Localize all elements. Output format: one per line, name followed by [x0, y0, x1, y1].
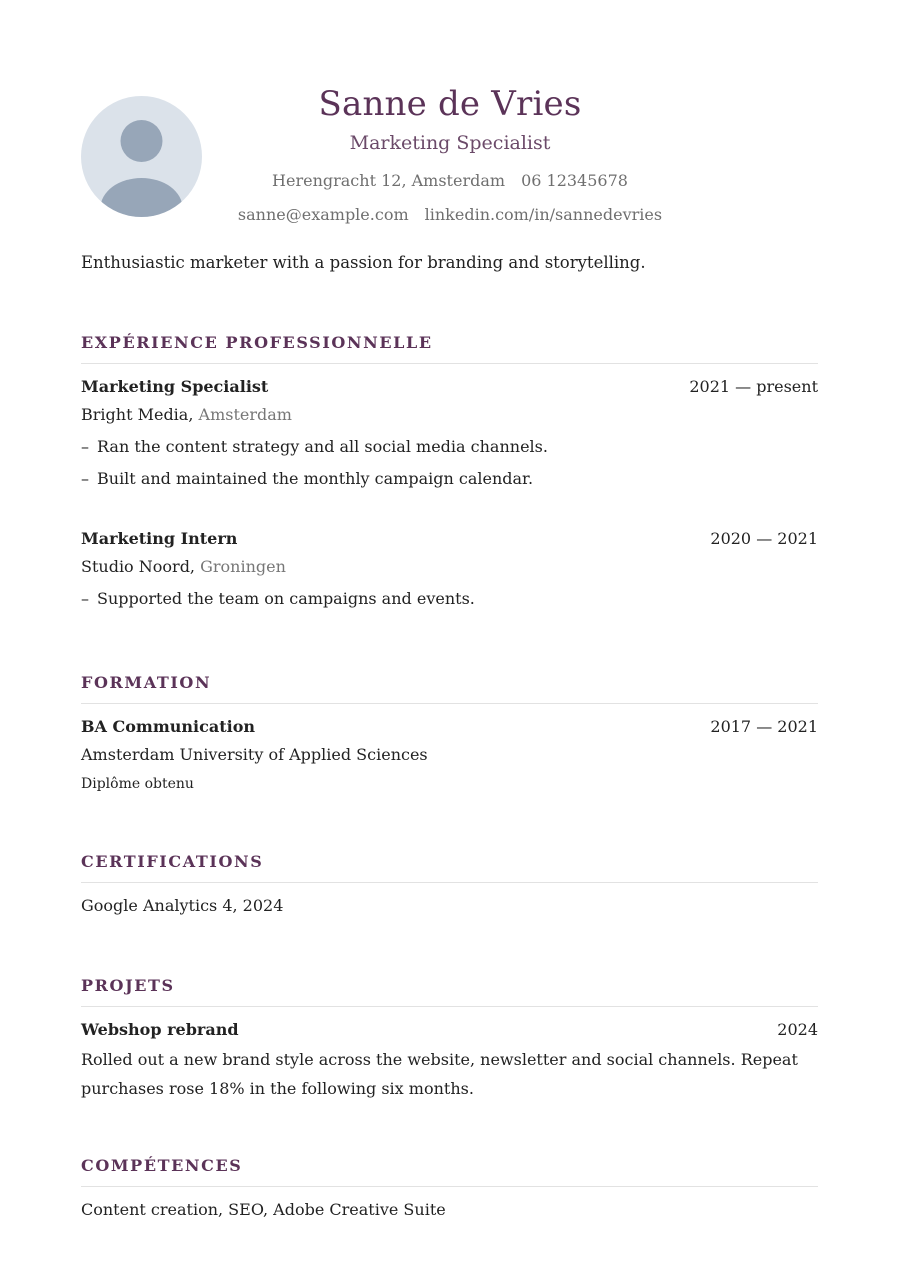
job-title: Marketing Specialist [81, 377, 269, 396]
contact-line-1 [200, 170, 700, 192]
projects-section [81, 975, 818, 1103]
resume-header [200, 84, 700, 226]
project-name: Webshop rebrand [81, 1020, 239, 1039]
project-entry [81, 1019, 818, 1041]
section-title-skills: COMPÉTENCES [81, 1155, 818, 1187]
company-location: Amsterdam [198, 405, 292, 424]
candidate-name: Sanne de Vries [318, 84, 582, 124]
address: Herengracht 12, Amsterdam [272, 171, 506, 190]
certifications-section [81, 851, 818, 917]
degree-title: BA Communication [81, 717, 255, 736]
list-item: – Built and maintained the monthly campaign calendar. [81, 469, 534, 488]
job-title: Marketing Intern [81, 529, 238, 548]
job-entry [81, 528, 818, 550]
phone: 06 12345678 [521, 171, 628, 190]
project-year: 2024 [777, 1020, 818, 1039]
job-bullets [81, 436, 818, 490]
person-avatar-icon [81, 96, 202, 217]
email-link[interactable]: sanne@example.com [237, 205, 409, 224]
company-location: Groningen [200, 557, 286, 576]
education-section [81, 672, 818, 794]
certification-item: Google Analytics 4, 2024 [81, 896, 284, 915]
experience-section [81, 332, 818, 620]
job-bullets [81, 588, 818, 610]
candidate-role: Marketing Specialist [349, 132, 551, 154]
education-dates: 2017 — 2021 [710, 717, 818, 736]
project-description: Rolled out a new brand style across the website, newsletter and social channels. Repeat purchases rose 18% in the following six months. [81, 1050, 798, 1098]
section-title-experience: EXPÉRIENCE PROFESSIONNELLE [81, 332, 818, 364]
section-title-education: FORMATION [81, 672, 818, 704]
skills-section [81, 1155, 818, 1221]
school-name: Amsterdam University of Applied Sciences [81, 745, 428, 764]
list-item: – Ran the content strategy and all social media channels. [81, 437, 548, 456]
job-dates: 2020 — 2021 [710, 529, 818, 548]
company-name: Studio Noord, [81, 557, 196, 576]
contact-line-2 [200, 204, 700, 226]
job-entry [81, 376, 818, 398]
company-name: Bright Media, [81, 405, 194, 424]
education-note: Diplôme obtenu [81, 776, 194, 792]
job-dates: 2021 — present [689, 377, 818, 396]
section-title-projects: PROJETS [81, 975, 818, 1007]
section-title-certifications: CERTIFICATIONS [81, 851, 818, 883]
linkedin-link[interactable]: linkedin.com/in/sannedevries [424, 205, 663, 224]
job-company [81, 404, 818, 426]
job-company [81, 556, 818, 578]
profile-summary: Enthusiastic marketer with a passion for branding and storytelling. [81, 253, 646, 272]
list-item: – Supported the team on campaigns and events. [81, 589, 475, 608]
skills-list: Content creation, SEO, Adobe Creative Suite [81, 1200, 446, 1219]
education-entry [81, 716, 818, 738]
